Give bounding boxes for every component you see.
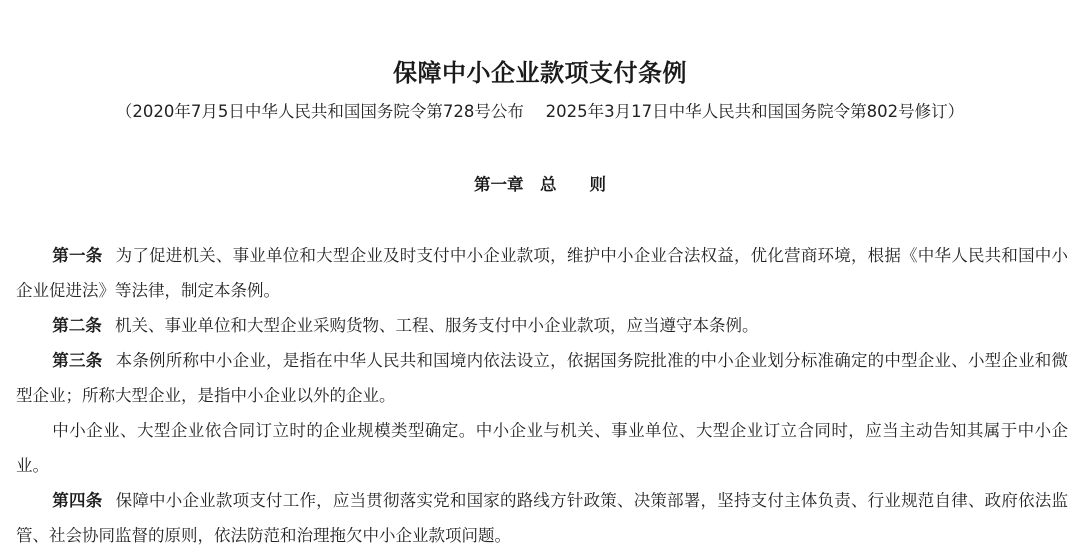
document-title: 保障中小企业款项支付条例 [393, 59, 687, 87]
paragraph-article-2 [16, 308, 1068, 343]
article-text: 本条例所称中小企业，是指在中华人民共和国境内依法设立，依据国务院批准的中小企业划分标准确定的中型企业、小型企业和微型企业；所称大型企业，是指中小企业以外的企业。 [16, 351, 1069, 405]
article-text: 保障中小企业款项支付工作，应当贯彻落实党和国家的路线方针政策、决策部署，坚持支付主体负责、行业规范自律、政府依法监管、社会协同监督的原则，依法防范和治理拖欠中小企业款项问题。 [16, 491, 1069, 545]
paragraph-article-3-continued [16, 413, 1068, 483]
article-text: 为了促进机关、事业单位和大型企业及时支付中小企业款项，维护中小企业合法权益，优化营商环境，根据《中华人民共和国中小企业促进法》等法律，制定本条例。 [16, 246, 1069, 300]
chapter-heading: 第一章 总 则 [474, 175, 606, 194]
paragraph-article-3 [16, 343, 1068, 413]
document-body [16, 238, 1068, 553]
document-subtitle: （2020年7月5日中华人民共和国国务院令第728号公布 2025年3月17日中华人民共和国国务院令第802号修订） [115, 102, 965, 121]
article-number: 第二条 [52, 316, 102, 335]
article-text: 中小企业、大型企业依合同订立时的企业规模类型确定。中小企业与机关、事业单位、大型企业订立合同时，应当主动告知其属于中小企业。 [16, 421, 1068, 475]
article-number: 第三条 [52, 351, 103, 370]
paragraph-article-1 [16, 238, 1068, 308]
article-number: 第四条 [52, 491, 103, 510]
article-text: 机关、事业单位和大型企业采购货物、工程、服务支付中小企业款项，应当遵守本条例。 [114, 316, 759, 335]
article-number: 第一条 [52, 246, 103, 265]
paragraph-article-4 [16, 483, 1068, 553]
